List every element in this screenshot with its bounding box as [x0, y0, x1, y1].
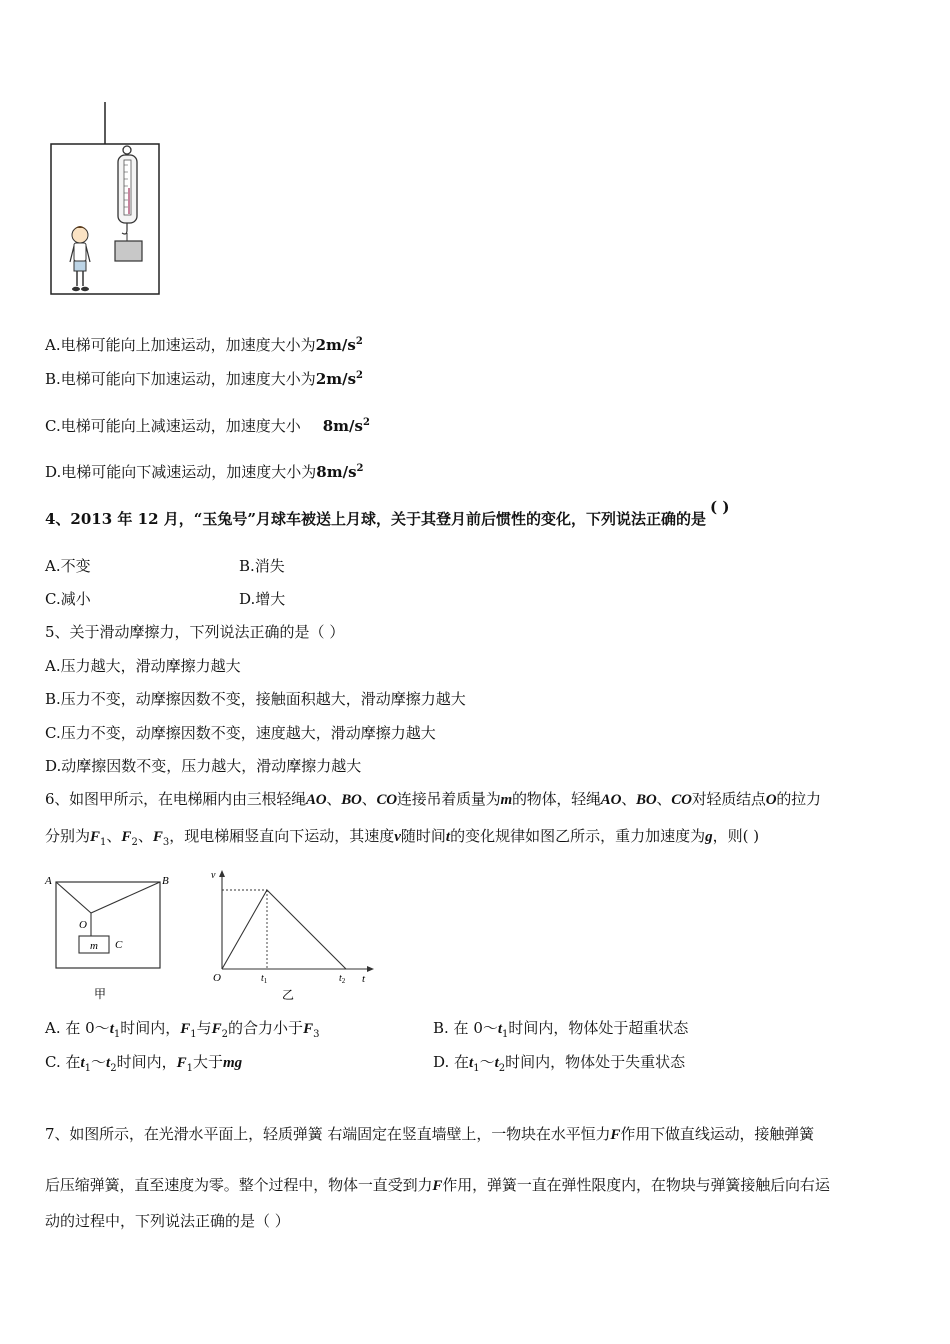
- q5-option-b: B.压力不变，动摩擦因数不变，接触面积越大，滑动摩擦力越大: [45, 690, 466, 708]
- label-a: A: [45, 875, 52, 887]
- caption-yi: 乙: [282, 988, 295, 1002]
- q6-option-a: A. 在 $0\sim t_1$时间内，$F_1$与$F_2$的合力小于$F_3$: [45, 1019, 320, 1040]
- weight-block: [115, 241, 142, 261]
- elevator-cabin: [56, 882, 160, 968]
- q6-option-b: B. 在 $0\sim t_1$时间内，物体处于超重状态: [433, 1019, 689, 1040]
- q7-stem-line2: 后压缩弹簧，直至速度为零。整个过程中，物体一直受到力F作用，弹簧一直在弹性限度内，在物块与弹簧接触后向右运: [45, 1176, 830, 1194]
- q3-option-c: C.电梯可能向上减速运动，加速度大小 $8m/s^2$: [45, 417, 370, 435]
- label-t1: $t_1$: [261, 973, 268, 985]
- rope-bo: [91, 882, 160, 913]
- q4-stem: 4、2013 年 12 月，“玉兔号”月球车被送上月球，关于其登月前后惯性的变化，下列说法正确的是( ): [45, 498, 730, 528]
- label-m: m: [90, 940, 98, 952]
- spring-scale: [118, 146, 137, 234]
- boy-figure: [70, 226, 90, 291]
- label-v: v: [211, 870, 216, 881]
- label-t: t: [362, 973, 366, 985]
- q6-figure-yi: [205, 865, 380, 1005]
- q3-option-b: B.电梯可能向下加速运动，加速度大小为$2m/s^2$: [45, 370, 364, 388]
- velocity-curve: [222, 890, 346, 969]
- label-origin: O: [213, 972, 221, 984]
- q5-option-c: C.压力不变，动摩擦因数不变，速度越大，滑动摩擦力越大: [45, 724, 436, 742]
- elevator-box: [51, 144, 159, 294]
- elevator-figure: [40, 100, 170, 300]
- q6-option-d: D. 在$t_1\sim t_2$时间内，物体处于失重状态: [433, 1053, 686, 1074]
- q7-stem-line1: 7、如图所示，在光滑水平面上，轻质弹簧 右端固定在竖直墙壁上，一物块在水平恒力F作用下做直线运动，接触弹簧: [45, 1125, 815, 1143]
- q3-option-a: A.电梯可能向上加速运动，加速度大小为$2m/s^2$: [45, 336, 363, 354]
- rope-ao: [56, 882, 91, 913]
- label-c: C: [115, 939, 123, 951]
- q6-stem-line2: 分别为$F_1$、$F_2$、$F_3$，现电梯厢竖直向下运动，其速度v随时间t的变化规律如图乙所示，重力加速度为g，则( ): [45, 827, 760, 848]
- q4-option-d: D.增大: [239, 590, 286, 608]
- q4-option-c: C.减小: [45, 590, 91, 608]
- q5-stem: 5、关于滑动摩擦力，下列说法正确的是（ ）: [45, 623, 345, 641]
- caption-jia: 甲: [94, 987, 107, 1001]
- q7-stem-line3: 动的过程中，下列说法正确的是（ ）: [45, 1212, 290, 1230]
- q4-option-b: B.消失: [239, 557, 285, 575]
- q6-option-c: C. 在$t_1\sim t_2$时间内，$F_1$大于mg: [45, 1053, 243, 1074]
- q5-option-d: D.动摩擦因数不变，压力越大，滑动摩擦力越大: [45, 757, 362, 775]
- q3-option-d: D.电梯可能向下减速运动，加速度大小为$8m/s^2$: [45, 463, 364, 481]
- q4-option-a: A.不变: [45, 557, 91, 575]
- label-b: B: [162, 875, 169, 887]
- q6-figure-jia: [40, 870, 170, 1005]
- label-o: O: [79, 919, 87, 931]
- label-t2: $t_2$: [339, 973, 346, 985]
- q6-stem-line1: 6、如图甲所示，在电梯厢内由三根轻绳AO、BO、CO连接吊着质量为m的物体，轻绳AO、BO、CO对轻质结点O的拉力: [45, 790, 821, 808]
- q5-option-a: A.压力越大，滑动摩擦力越大: [45, 657, 241, 675]
